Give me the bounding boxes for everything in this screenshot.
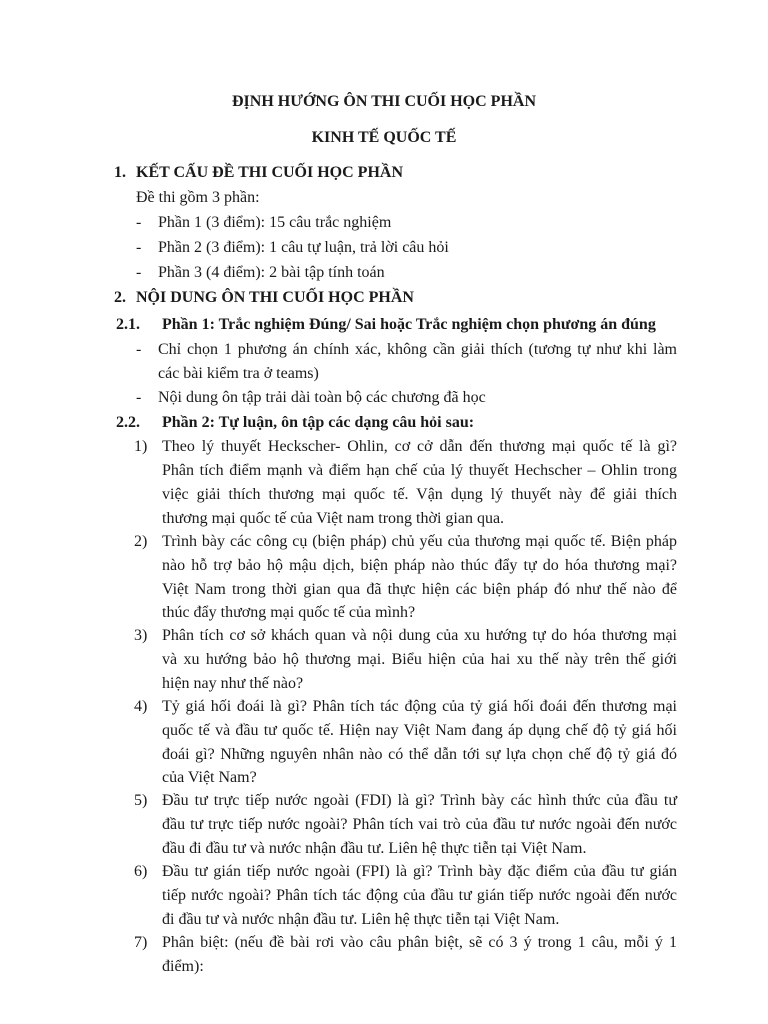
question-line: điểm): <box>162 958 204 975</box>
document-title: ĐỊNH HƯỚNG ÔN THI CUỐI HỌC PHẦN <box>231 93 536 110</box>
question-number: 2) <box>134 533 148 550</box>
question-line: Phân biệt: (nếu đề bài rơi vào câu phân biệt, sẽ có 3 ý trong 1 câu, mỗi ý 1 <box>162 934 677 951</box>
section1-item: Phần 2 (3 điểm): 1 câu tự luận, trả lời câu hỏi <box>158 239 449 256</box>
sub1-bullet1-line2: các bài kiểm tra ở teams) <box>158 365 319 382</box>
section2-number: 2. <box>114 289 126 306</box>
question-number: 6) <box>134 863 148 880</box>
question-number: 4) <box>134 698 148 715</box>
sub1-bullet2: Nội dung ôn tập trải dài toàn bộ các chương đã học <box>158 389 486 406</box>
bullet-dash: - <box>136 389 142 406</box>
question-line: Đầu tư gián tiếp nước ngoài (FPI) là gì? Trình bày đặc điểm của đầu tư gián <box>162 863 677 880</box>
question-line: Tỷ giá hối đoái là gì? Phân tích tác động của tỷ giá hối đoái đến thương mại <box>162 698 677 715</box>
subsection-2-1-number: 2.1. <box>116 316 140 333</box>
question-line: đầu đi đầu tư và nước nhận đầu tư. Liên hệ thực tiễn tại Việt Nam. <box>162 840 587 857</box>
section1-intro: Đề thi gồm 3 phần: <box>136 189 260 206</box>
question-number: 3) <box>134 627 148 644</box>
bullet-dash: - <box>136 214 142 231</box>
bullet-dash: - <box>136 341 142 358</box>
sub1-bullet1-line1: Chỉ chọn 1 phương án chính xác, không cần giải thích (tương tự như khi làm <box>158 341 677 358</box>
question-line: Theo lý thuyết Heckscher- Ohlin, cơ cở dẫn đến thương mại quốc tế là gì? <box>162 438 677 455</box>
section1-item: Phần 3 (4 điểm): 2 bài tập tính toán <box>158 264 385 281</box>
bullet-dash: - <box>136 239 142 256</box>
question-number: 5) <box>134 792 148 809</box>
question-line: Trình bày các công cụ (biện pháp) chủ yếu của thương mại quốc tế. Biện pháp <box>162 533 677 550</box>
question-line: và xu hướng bảo hộ thương mại. Biểu hiện của hai xu thế này trên thế giới <box>162 651 677 668</box>
document-subtitle: KINH TẾ QUỐC TẾ <box>311 129 457 146</box>
bullet-dash: - <box>136 264 142 281</box>
question-line: Phân tích điểm mạnh và điểm hạn chế của lý thuyết Hechscher – Ohlin trong <box>162 462 677 479</box>
question-line: hiện nay như thế nào? <box>162 675 304 692</box>
question-line: Đầu tư trực tiếp nước ngoài (FDI) là gì? Trình bày các hình thức của đầu tư <box>162 792 677 809</box>
question-line: thương mại quốc tế của Việt nam trong thời gian qua. <box>162 510 505 527</box>
section1-heading: KẾT CẤU ĐỀ THI CUỐI HỌC PHẦN <box>136 164 403 181</box>
question-line: việc giải thích thương mại quốc tế. Vận dụng lý thuyết này để giải thích <box>162 486 677 503</box>
question-line: đầu tư trực tiếp nước ngoài? Phân tích vai trò của đầu tư nước ngoài đến nước <box>162 816 677 833</box>
question-line: đi đầu tư và nước nhận đầu tư. Liên hệ thực tiễn tại Việt Nam. <box>162 911 560 928</box>
question-line: thúc đẩy thương mại quốc tế của mình? <box>162 604 416 621</box>
section1-item: Phần 1 (3 điểm): 15 câu trắc nghiệm <box>158 214 392 231</box>
question-line: Việt Nam trong thời gian qua đã thực hiện các biện pháp đó như thế nào để <box>162 581 677 598</box>
question-line: đoái gì? Những nguyên nhân nào có thể dẫn tới sự lựa chọn chế độ tỷ giá đó <box>162 746 677 763</box>
question-number: 7) <box>134 934 148 951</box>
subsection-2-2-number: 2.2. <box>116 414 140 431</box>
question-number: 1) <box>134 438 148 455</box>
section2-heading: NỘI DUNG ÔN THI CUỐI HỌC PHẦN <box>136 289 414 306</box>
section1-number: 1. <box>114 164 126 181</box>
question-line: quốc tế và đầu tư quốc tế. Hiện nay Việt Nam đang áp dụng chế độ tỷ giá hối <box>162 722 677 739</box>
subsection-2-1-heading: Phần 1: Trắc nghiệm Đúng/ Sai hoặc Trắc nghiệm chọn phương án đúng <box>162 316 656 333</box>
question-line: tiếp nước ngoài? Phân tích tác động của đầu tư gián tiếp nước ngoài đến nước <box>162 887 677 904</box>
subsection-2-2-heading: Phần 2: Tự luận, ôn tập các dạng câu hỏi sau: <box>162 414 475 431</box>
question-line: nào hỗ trợ bảo hộ mậu dịch, biện pháp nào thúc đẩy tự do hóa thương mại? <box>162 557 677 574</box>
question-line: của Việt Nam? <box>162 769 257 786</box>
question-line: Phân tích cơ sở khách quan và nội dung của xu hướng tự do hóa thương mại <box>162 627 677 644</box>
